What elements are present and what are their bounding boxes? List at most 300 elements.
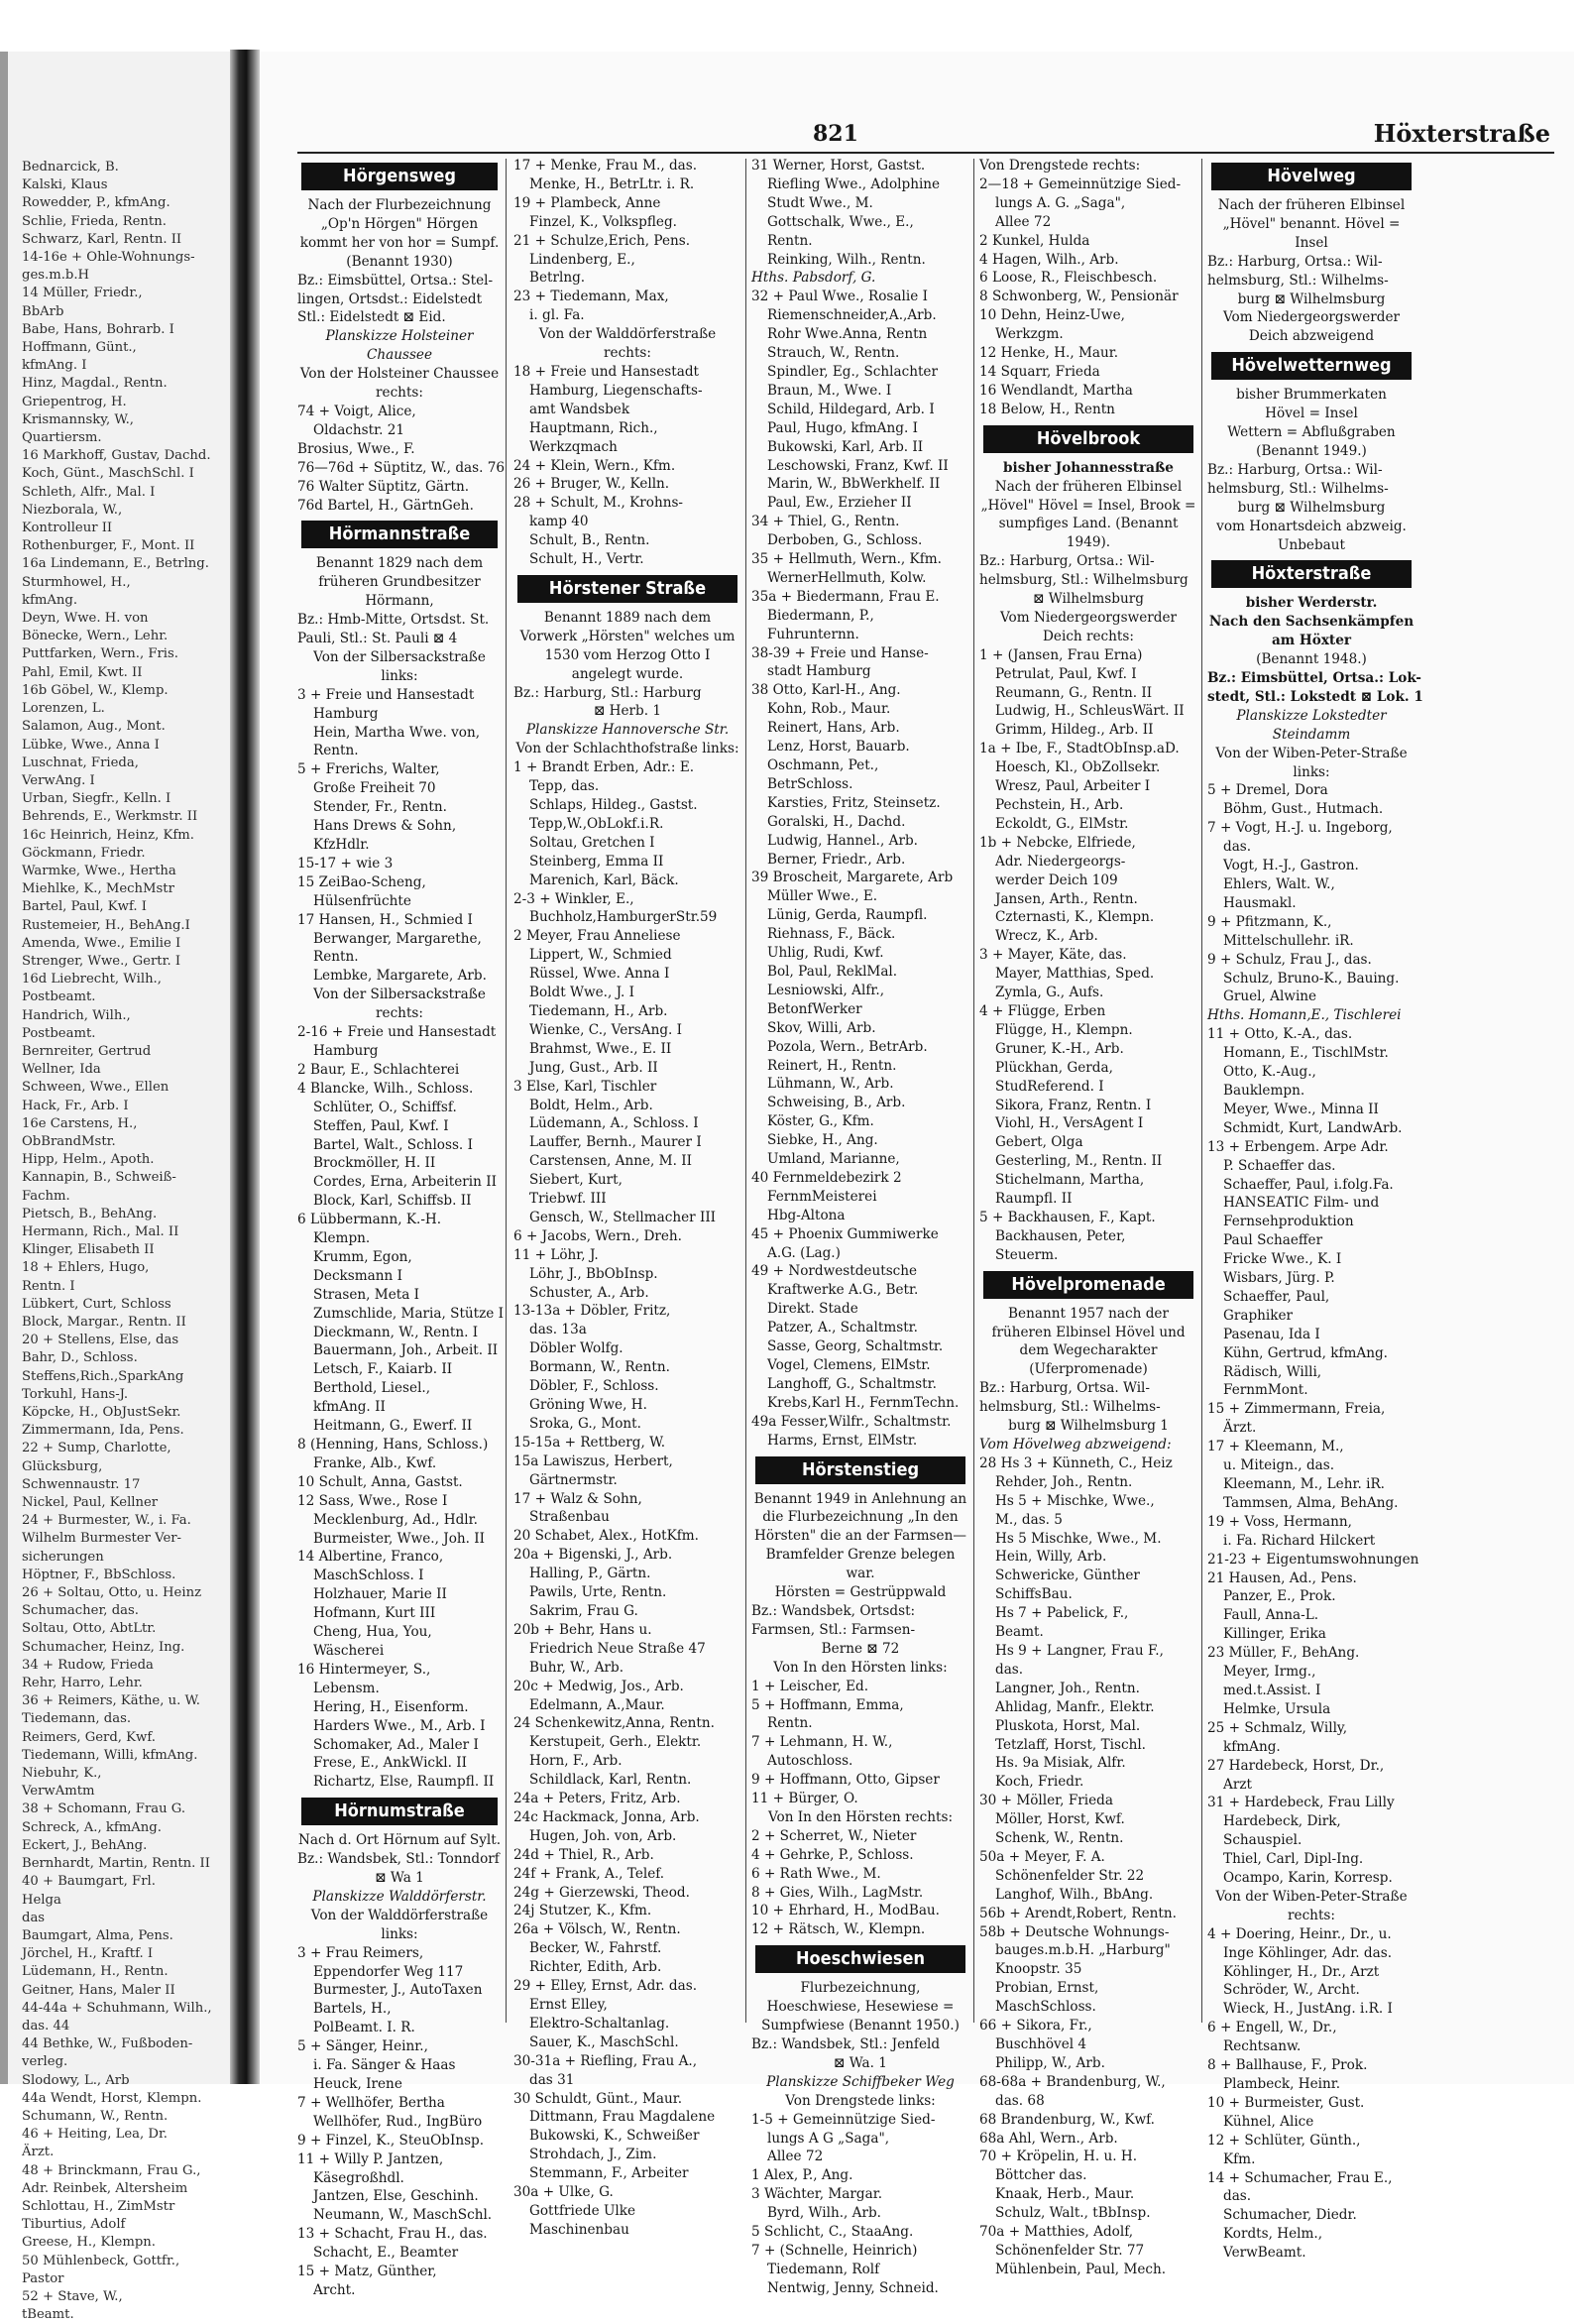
directory-entry: Eckert, J., BehAng. (22, 1837, 148, 1853)
directory-entry: stedt, Stl.: Lokstedt ⊠ Lok. 1 (1207, 688, 1423, 705)
directory-entry: Maschinenbau (529, 2221, 629, 2238)
directory-entry: Köhlinger, H., Dr., Arzt (1223, 1963, 1380, 1980)
directory-entry: Skov, Willi, Arb. (767, 1019, 876, 1036)
directory-entry: 35 + Hellmuth, Wern., Kfm. (751, 551, 942, 568)
directory-entry: Sturmhowel, H., (22, 574, 131, 590)
directory-entry: Siebke, H., Ang. (767, 1132, 878, 1149)
directory-entry: Schlüter, O., Schiffsf. (313, 1099, 457, 1115)
directory-entry: Hans Drews & Sohn, (313, 818, 457, 835)
directory-entry: Bartel, Paul, Kwf. I (22, 899, 147, 915)
directory-entry: Brahmst, Wwe., E. II (529, 1040, 672, 1057)
directory-entry: 21 + Schulze,Erich, Pens. (513, 232, 691, 249)
directory-entry: 38-39 + Freie und Hanse- (751, 644, 929, 661)
directory-entry: das. 68 (995, 2092, 1045, 2109)
street-heading: Hörnumstraße (301, 1798, 498, 1825)
directory-entry: Probian, Ernst, (995, 1980, 1099, 1997)
directory-entry: 74 + Voigt, Alice, (297, 403, 416, 419)
directory-entry: i. Fa. Sänger & Haas (313, 2057, 456, 2074)
directory-entry: Halling, P., Gärtn. (529, 1566, 651, 1582)
directory-entry: 24j Stutzer, K., Kfm. (513, 1903, 652, 1919)
directory-entry: Bauklempn. (1223, 1082, 1305, 1099)
directory-entry: Killinger, Erika (1223, 1626, 1326, 1643)
directory-entry: Decksmann I (313, 1267, 402, 1284)
directory-entry: Klinger, Elisabeth II (22, 1242, 155, 1258)
directory-entry: Paul, Ew., Erzieher II (767, 495, 912, 512)
directory-entry: Schomaker, Ad., Maler I (313, 1736, 479, 1753)
directory-entry: Von In den Hörsten rechts: (767, 1808, 954, 1825)
directory-entry: Faull, Anna-L. (1223, 1607, 1319, 1624)
directory-entry: 4 + Flügge, Erben (979, 1002, 1106, 1019)
directory-entry: Plückhan, Gerda, (995, 1059, 1113, 1076)
directory-entry: 52 + Stave, W., (22, 2288, 123, 2304)
directory-entry: Baumgart, Alma, Pens. (22, 1927, 173, 1943)
directory-entry: 7 + Vogt, H.-J. u. Ingeborg, (1207, 820, 1393, 837)
directory-entry: Hülsenfrüchte (313, 892, 411, 909)
directory-entry: 4 Hagen, Wilh., Arb. (979, 251, 1119, 268)
directory-entry: helmsburg, Stl.: Wilhelms- (1207, 480, 1389, 497)
directory-entry: Benannt 1957 nach der früheren Elbinsel Hövel und dem Wegecharakter (Uferpromenade) (991, 1305, 1186, 1378)
directory-entry: 8 + Ballhause, F., Prok. (1207, 2057, 1368, 2074)
directory-entry: Buchholz,HamburgerStr.59 (529, 909, 718, 926)
directory-entry: Triebwf. III (529, 1191, 607, 1208)
directory-entry: 2 Kunkel, Hulda (979, 232, 1090, 249)
directory-entry: Fuhrunternn. (767, 626, 859, 642)
directory-entry: Berner, Friedr., Arb. (767, 851, 906, 868)
directory-entry: Helga (22, 1892, 61, 1908)
directory-entry: Frese, E., AnkWickl. II (313, 1755, 467, 1772)
directory-entry: Lühmann, W., Arb. (767, 1076, 894, 1093)
directory-entry: Hugen, Joh. von, Arb. (529, 1827, 677, 1844)
running-street-header: Höxterstraße (1373, 119, 1550, 148)
directory-entry: Schröder, W., Archt. (1223, 1982, 1360, 1999)
directory-entry: Von Drengstede rechts: (979, 158, 1141, 174)
directory-entry: Pietsch, B., BehAng. (22, 1206, 158, 1221)
directory-entry: 20b + Behr, Hans u. (513, 1621, 652, 1638)
directory-entry: 7 + Wellhöfer, Bertha (297, 2094, 445, 2111)
directory-entry: SchiffsBau. (995, 1586, 1073, 1603)
directory-entry: Behrends, E., Werkmstr. II (22, 809, 198, 825)
directory-entry: Handrich, Wilh., (22, 1007, 131, 1023)
directory-entry: Pluskota, Horst, Mal. (995, 1717, 1141, 1734)
directory-entry: Wrecz, K., Arb. (995, 928, 1098, 945)
directory-entry: Tiedemann, Rolf (767, 2261, 880, 2277)
directory-entry: Hardebeck, Dirk, (1223, 1813, 1341, 1830)
directory-entry: Fachm. (22, 1188, 70, 1204)
directory-entry: Nach der früheren Elbinsel „Hövel" Hövel = Insel, Brook = sumpfiges Land. (Benannt 1949). (980, 478, 1196, 551)
directory-entry: Hering, H., Eisenform. (313, 1698, 469, 1715)
directory-entry: Ärzt. (22, 2145, 55, 2160)
directory-column-5 (1207, 157, 1423, 2262)
directory-entry: Wieck, H., JustAng. i.R. I (1223, 2001, 1393, 2018)
directory-entry: Von der Wiben-Peter-Straße links: (1215, 745, 1408, 780)
directory-entry: 14 Squarr, Frieda (979, 363, 1100, 380)
directory-entry: Urban, Siegfr., Kelln. I (22, 791, 171, 807)
directory-entry: Patzer, A., Schaltmstr. (767, 1320, 918, 1336)
directory-entry: 48 + Brinckmann, Frau G., (22, 2162, 201, 2178)
directory-entry: Bz.: Harburg, Ortsa.: Wil- (1207, 461, 1383, 478)
photo-background-top (0, 0, 1586, 52)
directory-entry: 58b + Deutsche Wohnungs- (979, 1923, 1170, 1940)
directory-entry: 30a + Ulke, G. (513, 2184, 614, 2201)
directory-entry: Adr. Niedergeorgs- (995, 853, 1126, 870)
directory-entry: 16e Carstens, H., (22, 1115, 138, 1131)
directory-entry: 26 + Bruger, W., Kelln. (513, 476, 670, 493)
directory-entry: Postbeamt. (22, 1025, 96, 1041)
directory-entry: 76 Walter Süptitz, Gärtn. (297, 478, 470, 495)
directory-entry: 23 Müller, F., BehAng. (1207, 1645, 1360, 1662)
directory-entry: Planskizze Schiffbeker Weg (766, 2073, 955, 2090)
directory-entry: bisher Brummerkaten (1236, 387, 1387, 404)
directory-entry: Sakrim, Frau G. (529, 1602, 638, 1619)
directory-entry: ⊠ Herb. 1 (593, 703, 662, 720)
directory-entry: Kühn, Gertrud, kfmAng. (1223, 1344, 1388, 1361)
directory-entry: Hbg-Altona (767, 1207, 846, 1223)
directory-entry: Krismannsky, W., (22, 411, 134, 427)
directory-entry: helmsburg, Stl.: Wilhelms- (1207, 272, 1389, 289)
directory-entry: Rüssel, Wwe. Anna I (529, 966, 670, 983)
directory-entry: Lauffer, Bernh., Maurer I (529, 1134, 702, 1151)
directory-entry: Stemmann, F., Arbeiter (529, 2165, 689, 2182)
directory-entry: 20 + Stellens, Else, das (22, 1333, 179, 1348)
directory-entry: Vom Hövelweg abzweigend: (979, 1437, 1172, 1452)
directory-entry: 76—76d + Süptitz, W., das. 76 (297, 459, 506, 476)
directory-entry: Hofmann, Kurt III (313, 1605, 436, 1622)
directory-entry: Ocampo, Karin, Korresp. (1223, 1870, 1393, 1887)
directory-entry: Buhr, W., Arb. (529, 1659, 624, 1676)
directory-entry: Direkt. Stade (767, 1301, 858, 1318)
directory-entry: 8 Schwonberg, W., Pensionär (979, 289, 1179, 305)
directory-entry: 14 Müller, Friedr., (22, 286, 143, 301)
directory-entry: 19 + Plambeck, Anne (513, 194, 661, 211)
directory-entry: Mecklenburg, Ad., Hdlr. (313, 1511, 478, 1528)
directory-entry: Gensch, W., Stellmacher III (529, 1209, 717, 1225)
directory-entry: 16a Lindemann, E., Betrlng. (22, 556, 209, 572)
directory-entry: 17 + Walz & Sohn, (513, 1490, 642, 1507)
directory-entry: 44 Bethke, W., Fußboden- (22, 2036, 193, 2052)
directory-entry: 2 Meyer, Frau Anneliese (513, 928, 681, 945)
directory-entry: bisher Johannesstraße (1003, 459, 1174, 476)
directory-entry: Quartiersm. (22, 430, 102, 446)
directory-entry: Cheng, Hua, You, (313, 1624, 432, 1641)
directory-entry: 26a + Völsch, W., Rentn. (513, 1921, 681, 1938)
directory-entry: 2 + Scherret, W., Nieter (751, 1827, 917, 1844)
directory-entry: lingen, Ortsdst.: Eidelstedt (297, 290, 483, 307)
directory-entry: Schuster, A., Arb. (529, 1284, 649, 1301)
directory-entry: 12 + Schlüter, Günth., (1207, 2132, 1361, 2149)
directory-entry: Sauer, K., MaschSchl. (529, 2034, 679, 2050)
directory-entry: HANSEATIC Film- und (1223, 1195, 1380, 1212)
directory-entry: Rehr, Harro, Lehr. (22, 1676, 143, 1691)
directory-entry: Schult, B., Rentn. (529, 532, 650, 549)
directory-entry: Klempn. (313, 1230, 371, 1247)
directory-entry: Ärzt. (1223, 1420, 1257, 1437)
directory-entry: Czternasti, K., Klempn. (995, 909, 1155, 926)
directory-entry: Schaeffer, Paul, (1223, 1288, 1330, 1305)
directory-entry: Große Freiheit 70 (313, 780, 436, 797)
directory-entry: 30 Schuldt, Günt., Maur. (513, 2090, 683, 2107)
directory-entry: Pozola, Wern., BetrArb. (767, 1038, 928, 1055)
directory-entry: 31 + Hardebeck, Frau Lilly (1207, 1795, 1395, 1811)
directory-entry: BetrSchloss. (767, 775, 853, 792)
directory-entry: 1 + Leischer, Ed. (751, 1678, 869, 1694)
directory-entry: Richter, Edith, Arb. (529, 1959, 662, 1976)
directory-entry: Vogel, Clemens, ElMstr. (767, 1357, 931, 1373)
directory-entry: vom Honartsdeich abzweig. Unbebaut (1216, 518, 1407, 553)
directory-entry: BbArb (22, 303, 64, 319)
directory-entry: Kfm. (1223, 2150, 1256, 2167)
directory-entry: Knaak, Herb., Maur. (995, 2186, 1135, 2203)
directory-entry: 6 + Engell, W., Dr., (1207, 2020, 1337, 2036)
directory-entry: 20a + Bigenski, J., Arb. (513, 1547, 673, 1564)
directory-entry: Bz.: Hmb-Mitte, Ortsdst. St. (297, 612, 490, 629)
directory-entry: Zimmermann, Ida, Pens. (22, 1423, 184, 1439)
directory-entry: 16 Hintermeyer, S., (297, 1661, 431, 1678)
directory-entry: kfmAng. (22, 592, 78, 608)
directory-entry: 27 Hardebeck, Horst, Dr., (1207, 1757, 1385, 1774)
directory-entry: Paul, Hugo, kfmAng. I (767, 419, 918, 436)
directory-entry: 3 Else, Karl, Tischler (513, 1078, 657, 1095)
directory-entry: med.t.Assist. I (1223, 1682, 1321, 1698)
directory-entry: Brockmöller, H. II (313, 1155, 436, 1172)
directory-entry: Postbeamt. (22, 989, 96, 1005)
directory-entry: Tammsen, Alma, BehAng. (1223, 1494, 1399, 1511)
left-page-edge (0, 52, 8, 2084)
directory-entry: 23 + Tiedemann, Max, (513, 289, 669, 305)
directory-entry: 39 Broscheit, Margarete, Arb (751, 870, 954, 886)
directory-entry: Tetzlaff, Horst, Tischl. (995, 1736, 1146, 1753)
directory-entry: Brosius, Wwe., F. (297, 440, 415, 457)
directory-entry: Lübkert, Curt, Schloss (22, 1296, 171, 1312)
directory-entry: VerwAmtm (22, 1784, 95, 1800)
directory-entry: Franke, Alb., Kwf. (313, 1454, 437, 1471)
directory-entry: bauges.m.b.H. „Harburg" (995, 1942, 1171, 1959)
directory-entry: 1a + Ibe, F., StadtObInsp.aD. (979, 741, 1180, 757)
directory-entry: Marenich, Karl, Bäck. (529, 872, 679, 888)
directory-entry: Tiburtius, Adolf (22, 2217, 126, 2233)
directory-entry: Bukowski, K., Schweißer (529, 2128, 700, 2145)
directory-entry: Döbler Wolfg. (529, 1340, 623, 1357)
directory-entry: 46 + Heiting, Lea, Dr. (22, 2127, 168, 2143)
street-heading: Hörmannstraße (301, 521, 498, 548)
directory-entry: Kordts, Helm., (1223, 2226, 1323, 2243)
directory-entry: Strasen, Meta I (313, 1286, 420, 1303)
directory-entry: Jansen, Arth., Rentn. (995, 890, 1138, 907)
column-divider (506, 159, 507, 2023)
directory-entry: Wilhelm Burmester Ver- (22, 1531, 182, 1547)
directory-entry: Burmeister, Wwe., Joh. II (313, 1530, 486, 1547)
directory-entry: Richartz, Else, Raumpfl. II (313, 1774, 495, 1791)
directory-entry: Otto, K.-Aug., (1223, 1064, 1316, 1081)
directory-entry: 10 + Burmeister, Gust. (1207, 2094, 1365, 2111)
directory-entry: Backhausen, Peter, (995, 1227, 1126, 1244)
directory-entry: i. Fa. Richard Hilckert (1223, 1532, 1376, 1549)
directory-entry: Berwanger, Margarethe, (313, 930, 482, 947)
directory-entry: 21-23 + Eigentumswohnungen (1207, 1551, 1419, 1568)
directory-entry: Autoschloss. (767, 1753, 853, 1770)
directory-entry: Mühlenbein, Paul, Mech. (995, 2261, 1167, 2277)
directory-entry: Hack, Fr., Arb. I (22, 1098, 129, 1113)
directory-entry: 10 Schult, Anna, Gastst. (297, 1473, 463, 1490)
directory-entry: Steuerm. (995, 1246, 1059, 1263)
directory-entry: Nickel, Paul, Kellner (22, 1495, 159, 1511)
directory-entry: Werkzgm. (995, 326, 1064, 343)
directory-entry: Bz.: Eimsbüttel, Ortsa.: Lok- (1207, 670, 1421, 687)
directory-entry: Derboben, G., Schloss. (767, 532, 923, 549)
directory-entry: Eckoldt, G., ElMstr. (995, 815, 1129, 832)
directory-entry: 45 + Phoenix Gummiwerke (751, 1225, 939, 1242)
directory-entry: 14 + Schumacher, Frau E., (1207, 2169, 1393, 2186)
directory-entry: ⊠ Wa. 1 (834, 2054, 887, 2071)
directory-entry: Buschhövel 4 (995, 2036, 1087, 2052)
directory-entry: ⊠ Wilhelmsburg (1033, 591, 1144, 608)
directory-entry: 24g + Gierzewski, Theod. (513, 1884, 690, 1901)
directory-entry: Soltau, Otto, AbtLtr. (22, 1621, 157, 1637)
directory-entry: 21 Hausen, Ad., Pens. (1207, 1569, 1357, 1586)
directory-entry: Harms, Ernst, ElMstr. (767, 1432, 918, 1449)
directory-entry: Schauspiel. (1223, 1832, 1303, 1849)
directory-entry: Block, Karl, Schiffsb. II (313, 1193, 472, 1210)
directory-entry: 50 Mühlenbeck, Gottfr., (22, 2253, 180, 2268)
directory-entry: Byrd, Wilh., Arb. (767, 2205, 881, 2222)
directory-entry: Fricke Wwe., K. I (1223, 1251, 1342, 1268)
directory-entry: Bz.: Harburg, Ortsa.: Wil- (1207, 253, 1383, 270)
directory-entry: Schumacher, Heinz, Ing. (22, 1639, 185, 1655)
directory-entry: 1b + Nebcke, Elfriede, (979, 834, 1136, 851)
directory-entry: Nach der Flurbezeichnung „Op'n Hörgen" Hörgen kommt her von hor = Sumpf. (Benannt 1930) (299, 197, 500, 270)
directory-entry: 5 + Frerichs, Walter, (297, 761, 440, 778)
directory-entry: Kraftwerke A.G., Betr. (767, 1282, 919, 1299)
directory-entry: ObBrandMstr. (22, 1133, 116, 1149)
directory-entry: 13 + Schacht, Frau H., das. (297, 2226, 488, 2243)
directory-entry: 38 Otto, Karl-H., Ang. (751, 682, 901, 699)
directory-entry: Käsegroßhdl. (313, 2169, 404, 2186)
directory-entry: Jung, Gust., Arb. II (529, 1059, 658, 1076)
directory-entry: 6 Loose, R., Fleischbesch. (979, 270, 1158, 287)
directory-entry: Deyn, Wwe. H. von (22, 611, 149, 627)
directory-entry: Knoopstr. 35 (995, 1961, 1082, 1978)
directory-entry: Böttcher das. (995, 2167, 1087, 2184)
directory-entry: 16b Göbel, W., Klemp. (22, 682, 169, 698)
directory-entry: 15-15a + Rettberg, W. (513, 1434, 666, 1451)
directory-entry: Spindler, Eg., Schlachter (767, 363, 938, 380)
directory-entry: Bol, Paul, ReklMal. (767, 963, 898, 980)
directory-entry: 49a Fesser,Wilfr., Schaltmstr. (751, 1413, 952, 1430)
directory-entry: Paul Schaeffer (1223, 1232, 1323, 1249)
directory-entry: 15 + Zimmermann, Freia, (1207, 1401, 1386, 1418)
directory-entry: Reinert, H., Rentn. (767, 1057, 897, 1074)
directory-entry: sicherungen (22, 1549, 104, 1565)
directory-entry: A.G. (Lag.) (767, 1244, 841, 1261)
directory-entry: 16 Wendlandt, Martha (979, 382, 1133, 399)
directory-entry: 24f + Frank, A., Telef. (513, 1865, 665, 1882)
directory-entry: Nentwig, Jenny, Schneid. (767, 2279, 939, 2296)
directory-entry: u. Miteign., das. (1223, 1457, 1335, 1474)
header-rule (297, 152, 1554, 154)
directory-entry: Adr. Reinbek, Altersheim (22, 2180, 188, 2196)
directory-entry: Schildlack, Karl, Rentn. (529, 1772, 692, 1789)
directory-entry: 70 + Kröpelin, H. u. H. (979, 2149, 1138, 2165)
directory-entry: 9 + Schulz, Frau J., das. (1207, 951, 1372, 968)
directory-entry: kamp 40 (529, 514, 589, 530)
directory-entry: i. gl. Fa. (529, 307, 585, 324)
directory-entry: Letsch, F., Kaiarb. II (313, 1361, 453, 1378)
directory-entry: Vogt, H.-J., Gastron. (1223, 858, 1359, 874)
directory-entry: Strenger, Wwe., Gertr. I (22, 953, 181, 969)
directory-entry: Torkuhl, Hans-J. (22, 1386, 129, 1402)
directory-entry: Meyer, Irmg., (1223, 1664, 1316, 1681)
directory-entry: 5 + Dremel, Dora (1207, 782, 1328, 799)
directory-entry: Von In den Hörsten links: (773, 1659, 948, 1676)
directory-entry: Geitner, Hans, Maler II (22, 1982, 175, 1998)
directory-entry: Reumann, G., Rentn. II (995, 684, 1153, 701)
directory-entry: Schult, H., Vertr. (529, 551, 644, 568)
directory-entry: amt Wandsbek (529, 401, 630, 417)
directory-entry: Bz.: Wandsbek, Ortsdst: (751, 1602, 916, 1619)
directory-entry: Schlaps, Hildeg., Gastst. (529, 797, 698, 813)
directory-entry: Reimers, Gerd, Kwf. (22, 1729, 156, 1745)
directory-entry: Pasenau, Ida I (1223, 1326, 1320, 1342)
directory-entry: Rustemeier, H., BehAng.I (22, 917, 190, 933)
directory-entry: 11 + Bürger, O. (751, 1791, 858, 1807)
directory-entry: 11 + Willy P. Jantzen, (297, 2150, 444, 2167)
directory-entry: 5 + Sänger, Heinr., (297, 2038, 428, 2055)
directory-entry: Graphiker (1223, 1307, 1294, 1324)
directory-entry: Becker, W., Fahrstf. (529, 1940, 662, 1957)
left-page-column (22, 159, 226, 2323)
directory-entry: (Benannt 1948.) (1256, 651, 1367, 668)
directory-entry: Uhlig, Rudi, Kwf. (767, 945, 884, 962)
directory-entry: Reinking, Wilh., Rentn. (767, 251, 926, 268)
directory-entry: Flurbezeichnung, Hoeschwiese, Hesewiese = Sumpfwiese (Benannt 1950.) (761, 1980, 960, 2034)
directory-entry: Rentn. (313, 743, 359, 759)
directory-entry: Rehder, Joh., Rentn. (995, 1473, 1133, 1490)
directory-entry: 16 Markhoff, Gustav, Dachd. (22, 448, 211, 464)
directory-entry: Hein, Martha Wwe. von, (313, 724, 481, 741)
directory-entry: 24c Hackmack, Jonna, Arb. (513, 1808, 700, 1825)
directory-entry: Boldt, Helm., Arb. (529, 1097, 653, 1113)
directory-entry: Finzel, K., Volkspfleg. (529, 213, 677, 230)
directory-entry: Karsties, Fritz, Steinsetz. (767, 794, 941, 811)
directory-entry: burg ⊠ Wilhelmsburg (1237, 499, 1386, 516)
directory-entry: 14 Albertine, Franco, (297, 1549, 444, 1566)
directory-entry: Von der Walddörferstraße rechts: (538, 326, 717, 362)
directory-entry: Siebert, Kurt, (529, 1172, 623, 1189)
directory-entry: 2-16 + Freie und Hansestadt (297, 1024, 497, 1041)
directory-entry: Steinberg, Emma II (529, 853, 664, 870)
directory-entry: Friedrich Neue Straße 47 (529, 1640, 706, 1657)
directory-entry: 44-44a + Schuhmann, Wilh., (22, 2000, 212, 2016)
directory-entry: Gesterling, M., Rentn. II (995, 1153, 1163, 1170)
directory-entry: bisher Werderstr. (1245, 595, 1378, 612)
directory-entry: 11 + Otto, K.-A., das. (1207, 1026, 1353, 1043)
directory-entry: 7 + Lehmann, H. W., (751, 1734, 893, 1751)
directory-entry: Oldachstr. 21 (313, 421, 405, 438)
directory-entry: Gottschalk, Wwe., E., (767, 213, 914, 230)
directory-entry: Pechstein, H., Arb. (995, 797, 1124, 813)
directory-entry: 50a + Meyer, F. A. (979, 1848, 1105, 1865)
directory-entry: Rohr Wwe.Anna, Rentn (767, 326, 928, 343)
directory-entry: 66 + Sikora, Fr., (979, 2018, 1092, 2034)
directory-entry: Bz.: Harburg, Ortsa.: Wil- (979, 553, 1155, 570)
directory-entry: 18 + Freie und Hansestadt (513, 363, 699, 380)
directory-entry: Oschmann, Pet., (767, 757, 879, 773)
directory-entry: lungs A. G. „Saga", (995, 194, 1126, 211)
directory-entry: Löhr, J., BbObInsp. (529, 1265, 658, 1282)
directory-entry: 9 + Finzel, K., SteuObInsp. (297, 2132, 485, 2149)
directory-entry: Köpcke, H., ObJustSekr. (22, 1405, 181, 1421)
directory-entry: Schlie, Frieda, Rentn. (22, 213, 167, 229)
directory-entry: Sroka, G., Mont. (529, 1415, 641, 1432)
